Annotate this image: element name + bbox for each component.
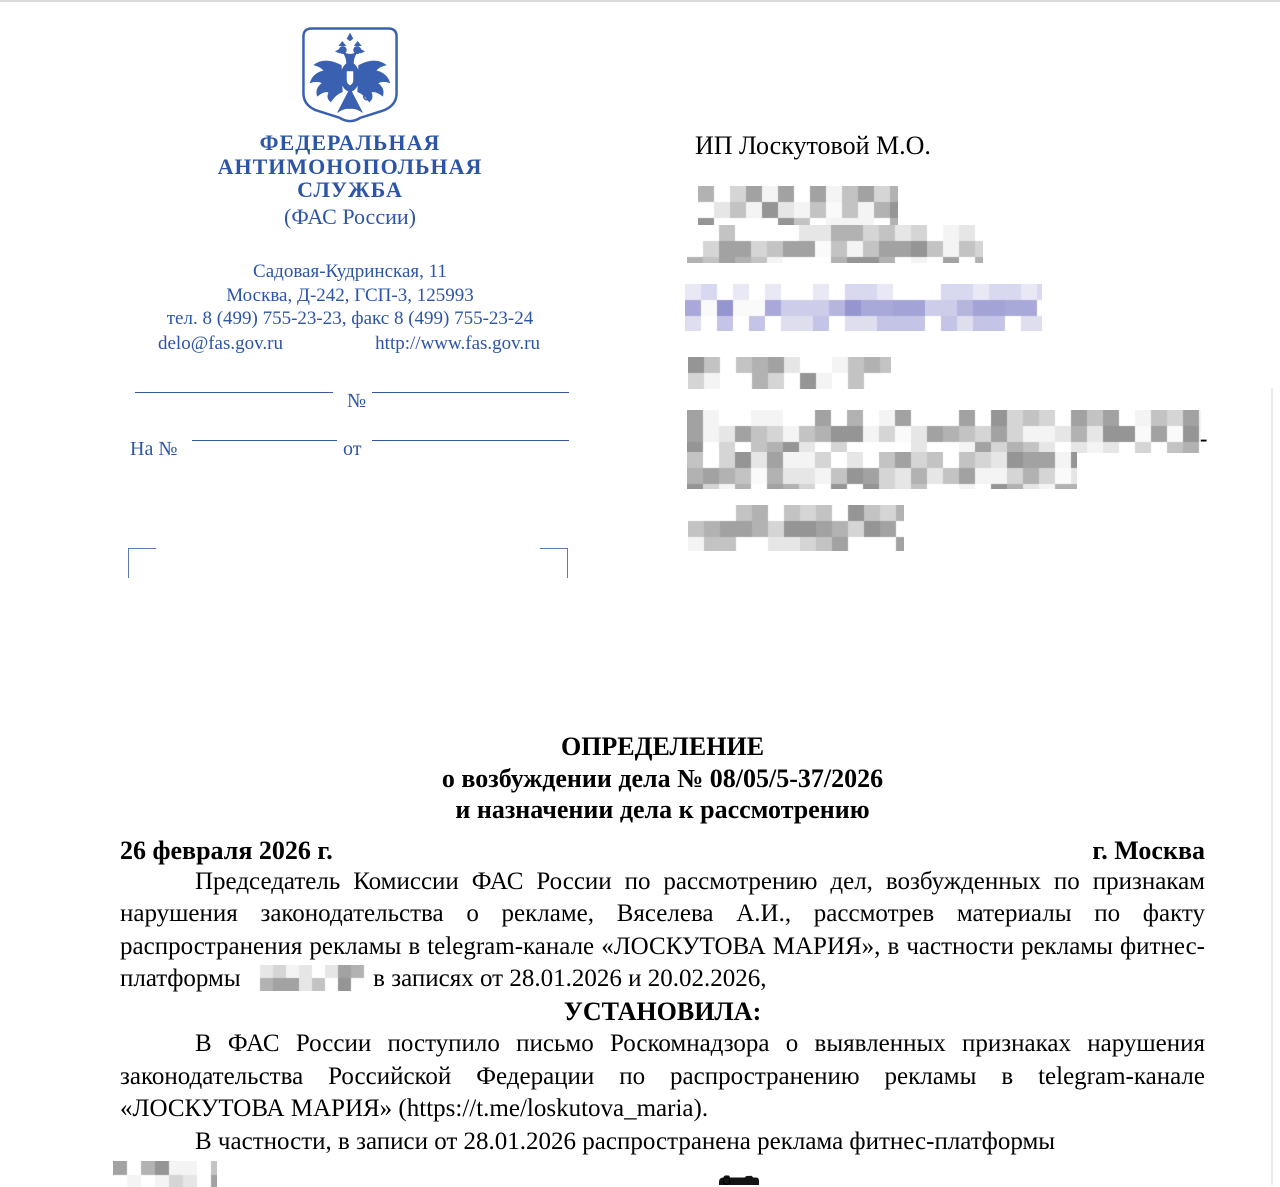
paragraph-rkn-letter: В ФАС России поступило письмо Роскомнадзора о выявленных признаках нарушения законодательства Российской Федерации по распространению рекламы в telegram-канале «ЛОСКУТОВА МАРИЯ» (https://t.me/loskutova_maria). — [120, 1028, 1205, 1126]
page-right-edge — [1271, 388, 1273, 1185]
redaction-trailing-dash: - — [1200, 434, 1207, 444]
redacted-block — [687, 225, 983, 263]
redacted-block — [687, 410, 1201, 453]
redacted-block-highlighted — [685, 284, 1042, 331]
org-address — [120, 260, 580, 331]
outgoing-number-line — [372, 392, 569, 393]
reply-date-line — [372, 440, 569, 441]
from-label: от — [343, 438, 361, 461]
date-city-row — [120, 835, 1205, 866]
redacted-block — [113, 1161, 217, 1187]
contact-row — [158, 333, 540, 355]
address-corner-bracket-left — [128, 548, 156, 578]
org-name-line2: АНТИМОНОПОЛЬНАЯ — [120, 155, 580, 179]
reply-to-label: На № — [130, 438, 177, 461]
page-top-edge — [0, 0, 1280, 2]
redacted-inline-block — [247, 965, 367, 991]
address-street: Садовая-Кудринская, 11 — [120, 260, 580, 284]
redacted-block — [688, 505, 904, 551]
org-name-line3: СЛУЖБА — [120, 178, 580, 202]
org-short-name: (ФАС России) — [120, 204, 580, 230]
paragraph-ad-record-text: В частности, в записи от 28.01.2026 распространена реклама фитнес-платформы — [195, 1128, 1055, 1155]
redacted-block — [688, 357, 891, 389]
fas-coat-of-arms-icon — [302, 27, 398, 124]
redacted-block — [698, 186, 898, 225]
paragraph-intro-text: Председатель Комиссии ФАС России по рассмотрению дел, возбужденных по признакам нарушения законодательства о рекламе, Вяселева А.И., рассмотрев материалы по факту распространения рекламы в telegram-канале «ЛОСКУТОВА МАРИЯ», в частности рекламы фитнес-платформы — [120, 868, 1205, 993]
org-name — [120, 131, 580, 202]
org-website: http://www.fas.gov.ru — [375, 333, 540, 355]
partial-image-fragment — [718, 1174, 762, 1185]
org-name-line1: ФЕДЕРАЛЬНАЯ — [120, 131, 580, 155]
title-assignment: и назначении дела к рассмотрению — [120, 794, 1205, 826]
document-body — [120, 731, 1205, 1187]
paragraph-intro-text-cont: в записях от 28.01.2026 и 20.02.2026, — [373, 965, 766, 992]
address-phone-fax: тел. 8 (499) 755-23-23, факс 8 (499) 755-23-24 — [120, 307, 580, 331]
address-corner-bracket-right — [540, 548, 568, 578]
title-case-number: о возбуждении дела № 08/05/5-37/2026 — [120, 763, 1205, 795]
document-title — [120, 731, 1205, 826]
org-email: delo@fas.gov.ru — [158, 333, 283, 355]
number-label: № — [347, 390, 366, 413]
title-word: ОПРЕДЕЛЕНИЕ — [120, 731, 1205, 763]
recipient-name: ИП Лоскутовой М.О. — [695, 131, 931, 161]
paragraph-intro — [120, 866, 1205, 996]
reply-number-line — [192, 440, 337, 441]
outgoing-date-line — [135, 392, 333, 393]
document-date: 26 февраля 2026 г. — [120, 835, 333, 866]
resolution-heading: УСТАНОВИЛА: — [120, 996, 1205, 1029]
address-city: Москва, Д-242, ГСП-3, 125993 — [120, 284, 580, 308]
paragraph-ad-record — [120, 1126, 1205, 1187]
redacted-block — [687, 452, 1077, 489]
document-city: г. Москва — [1092, 835, 1205, 866]
